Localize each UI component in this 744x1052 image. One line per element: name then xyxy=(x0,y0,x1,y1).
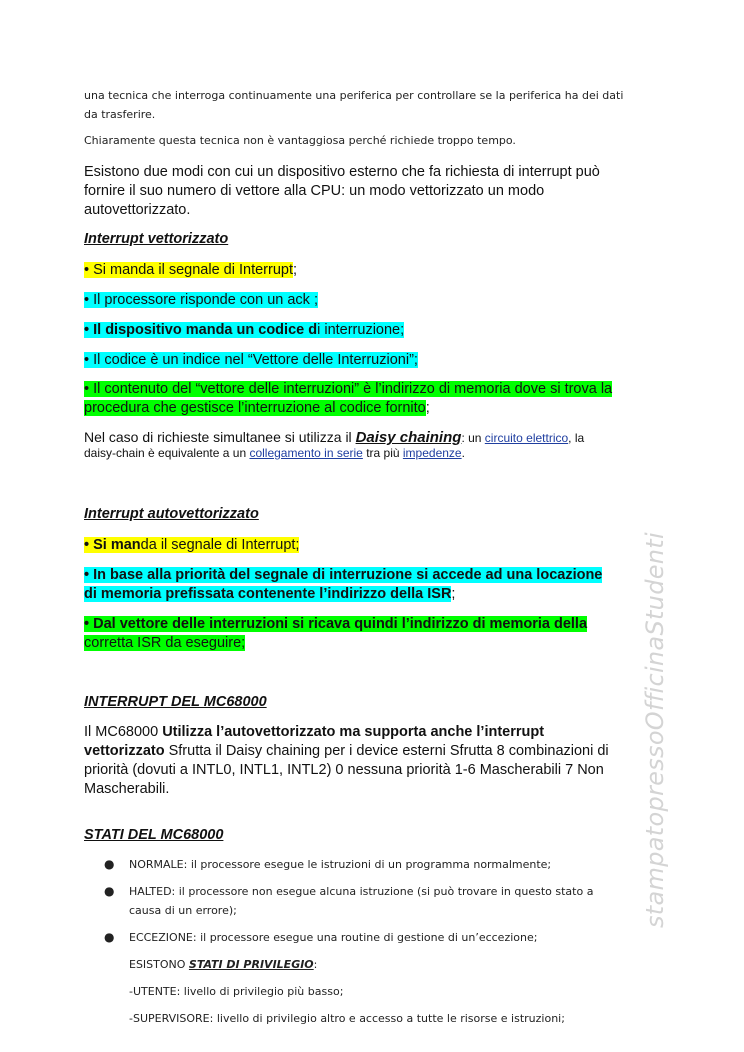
link-impedenze[interactable]: impedenze xyxy=(402,446,462,460)
vett-item-4-text: • Il codice è un indice nel “Vettore delle Interruzioni”; xyxy=(84,352,418,368)
heading-stati-mc68000: STATI DEL MC68000 xyxy=(84,827,224,843)
stati-privilegio-term: STATI DI PRIVILEGIO xyxy=(188,958,314,971)
link-collegamento-in-serie[interactable]: collegamento in serie xyxy=(249,446,363,460)
stato-halted: HALTED: il processore non esegue alcuna istruzione (si può trovare in questo stato a causa di un errore); xyxy=(129,885,594,917)
esistono-paragraph: Esistono due modi con cui un dispositivo esterno che fa richiesta di interrupt può fornire il suo numero di vettore alla CPU: un modo vettorizzato un modo autovettorizzato. xyxy=(84,164,600,218)
esistono-pre: ESISTONO xyxy=(129,958,189,971)
vett-item-1-text: • Si manda il segnale di Interrupt xyxy=(84,262,293,278)
auto-item-3-rest: corretta ISR da eseguire; xyxy=(84,635,246,651)
auto-item-3 xyxy=(84,615,624,653)
mc68000-bold: Utilizza l’autovettorizzato ma supporta anche l’interrupt vettorizzato xyxy=(84,724,545,759)
daisy-paragraph xyxy=(84,429,644,460)
daisy-line2-mid: tra più xyxy=(362,446,403,460)
vett-item-5 xyxy=(84,380,624,418)
stato-eccezione: ECCEZIONE: il processore esegue una routine di gestione di un’eccezione; xyxy=(129,931,538,944)
mc68000-pre: Il MC68000 xyxy=(84,724,163,740)
auto-item-2 xyxy=(84,566,614,604)
vett-item-5-text: • Il contenuto del “vettore delle interruzioni” è l’indirizzo di memoria dove si trova la procedura che gestisce l’interruzione al codice fornito xyxy=(84,381,613,416)
heading-interrupt-autovettorizzato: Interrupt autovettorizzato xyxy=(84,506,259,522)
list-item xyxy=(84,855,624,874)
vett-item-3 xyxy=(84,321,404,340)
privilegio-supervisore: -SUPERVISORE: livello di privilegio altro e accesso a tutte le risorse e istruzioni; xyxy=(129,1012,565,1025)
stati-section xyxy=(84,855,624,1036)
intro-note: Chiaramente questa tecnica non è vantaggiosa perché richiede troppo tempo. xyxy=(84,134,516,147)
stati-list xyxy=(84,855,624,947)
vett-item-1-end: ; xyxy=(293,262,298,278)
vett-item-3-rest: i interruzione; xyxy=(317,322,405,338)
daisy-post1: , la xyxy=(568,431,585,445)
vett-item-3-bold: • Il dispositivo manda un codice d xyxy=(84,322,318,338)
privilegio-utente: -UTENTE: livello di privilegio più basso; xyxy=(129,985,344,998)
vett-item-2 xyxy=(84,291,318,310)
mc68000-rest: Sfrutta il Daisy chaining per i device esterni Sfrutta 8 combinazioni di priorità (dovuti a INTL0, INTL1, INTL2) 0 nessuna priorità 1-6 Mascherabili 7 Non Mascherabili. xyxy=(84,743,609,797)
vett-item-1 xyxy=(84,261,297,280)
bullet-icon: ● xyxy=(104,857,115,871)
auto-item-3-bold: • Dal vettore delle interruzioni si ricava quindi l’indirizzo di memoria della xyxy=(84,616,588,632)
auto-item-2-end: ; xyxy=(451,586,456,602)
intro-paragraph: una tecnica che interroga continuamente una periferica per controllare se la periferica ha dei dati da trasferire. xyxy=(84,89,624,121)
auto-item-1-rest: da il segnale di Interrupt; xyxy=(140,537,300,553)
esistono-post: : xyxy=(313,958,318,971)
watermark: stampatopressoOfficinaStudenti xyxy=(641,532,669,928)
bullet-icon: ● xyxy=(104,930,115,944)
daisy-term: Daisy chaining xyxy=(355,429,462,446)
mc68000-paragraph xyxy=(84,723,624,799)
auto-item-1-bold: • Si man xyxy=(84,537,141,553)
auto-item-2-text: • In base alla priorità del segnale di interruzione si accede ad una locazione di memoria prefissata contenente l’indirizzo della ISR xyxy=(84,567,603,602)
bullet-icon: ● xyxy=(104,884,115,898)
list-item xyxy=(84,882,624,920)
link-circuito-elettrico[interactable]: circuito elettrico xyxy=(484,431,569,445)
daisy-line2-end: . xyxy=(461,446,465,460)
vett-item-2-text: • Il processore risponde con un ack ; xyxy=(84,292,318,308)
vett-item-4 xyxy=(84,351,418,370)
daisy-pre: Nel caso di richieste simultanee si utilizza il xyxy=(84,429,356,445)
heading-interrupt-vettorizzato: Interrupt vettorizzato xyxy=(84,231,229,247)
esistono-privilegio xyxy=(84,955,624,974)
list-item xyxy=(84,928,624,947)
daisy-mid: : un xyxy=(461,431,485,445)
auto-item-1 xyxy=(84,536,299,555)
daisy-line2-pre: daisy-chain è equivalente a un xyxy=(84,446,250,460)
stato-normale: NORMALE: il processore esegue le istruzioni di un programma normalmente; xyxy=(129,858,552,871)
vett-item-5-end: ; xyxy=(425,400,430,416)
heading-interrupt-mc68000: INTERRUPT DEL MC68000 xyxy=(84,694,267,710)
